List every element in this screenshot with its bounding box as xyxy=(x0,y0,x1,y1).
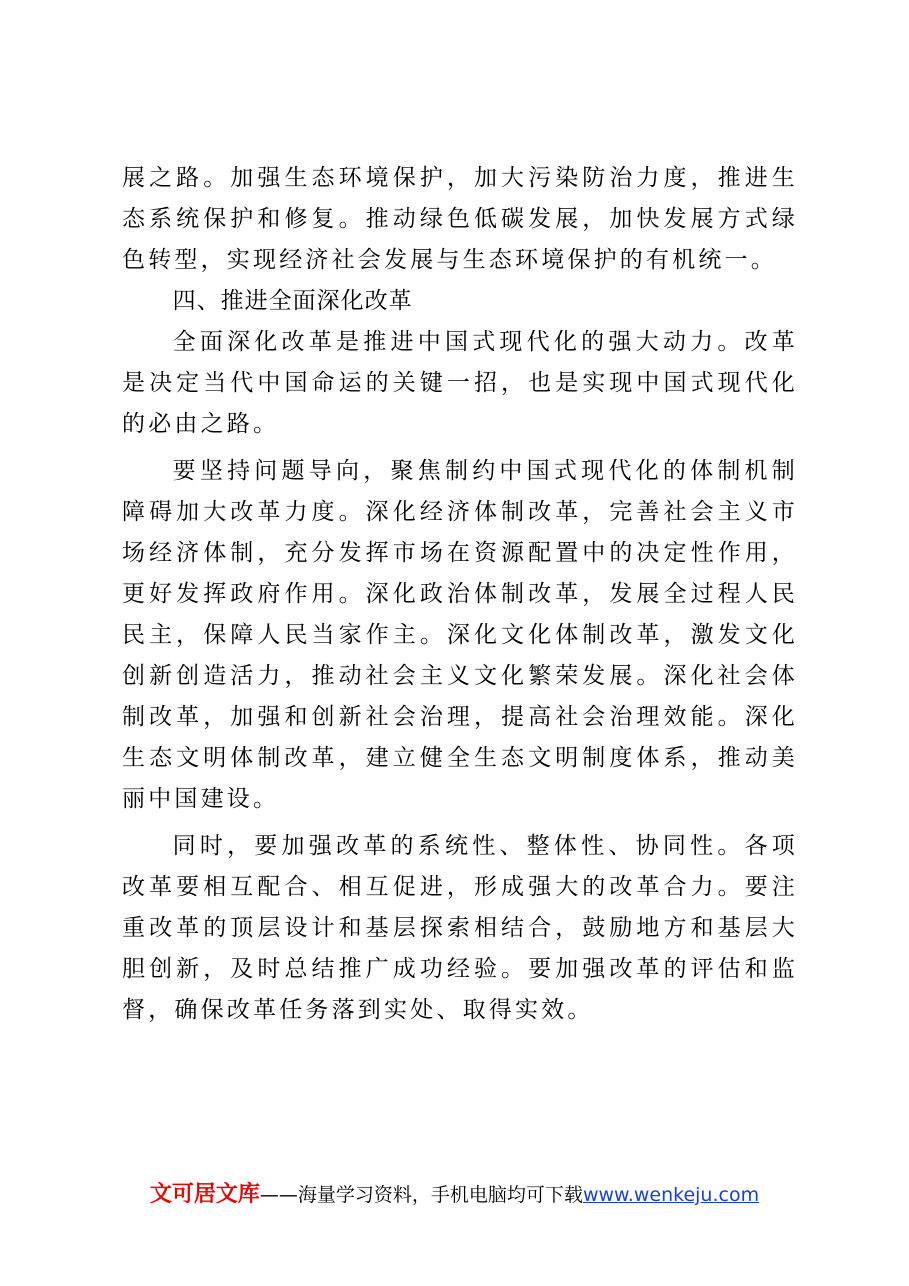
paragraph: 同时，要加强改革的系统性、整体性、协同性。各项改革要相互配合、相互促进，形成强大的改革合力。要注重改革的顶层设计和基层探索相结合，鼓励地方和基层大胆创新，及时总结推广成功经验。要加强改革的评估和监督，确保改革任务落到实处、取得实效。 xyxy=(122,833,798,1023)
footer-slogan: ——海量学习资料，手机电脑均可下载 xyxy=(259,1184,583,1206)
paragraph-continuation: 展之路。加强生态环境保护，加大污染防治力度，推进生态系统保护和修复。推动绿色低碳发展，加快发展方式绿色转型，实现经济社会发展与生态环境保护的有机统一。 xyxy=(122,165,798,273)
paragraph: 要坚持问题导向，聚焦制约中国式现代化的体制机制障碍加大改革力度。深化经济体制改革，完善社会主义市场经济体制，充分发挥市场在资源配置中的决定性作用，更好发挥政府作用。深化政治体制改革，发展全过程人民民主，保障人民当家作主。深化文化体制改革，激发文化创新创造活力，推动社会主义文化繁荣发展。深化社会体制改革，加强和创新社会治理，提高社会治理效能。深化生态文明体制改革，建立健全生态文明制度体系，推动美丽中国建设。 xyxy=(122,458,798,812)
footer-brand: 文可居文库 xyxy=(149,1182,260,1207)
paragraph: 全面深化改革是推进中国式现代化的强大动力。改革是决定当代中国命运的关键一招，也是实现中国式现代化的必由之路。 xyxy=(122,329,798,437)
footer-banner xyxy=(0,1180,909,1210)
footer-link[interactable]: www.wenkeju.com xyxy=(582,1184,760,1206)
document-body xyxy=(122,158,798,1031)
section-heading: 四、推进全面深化改革 xyxy=(172,288,413,314)
